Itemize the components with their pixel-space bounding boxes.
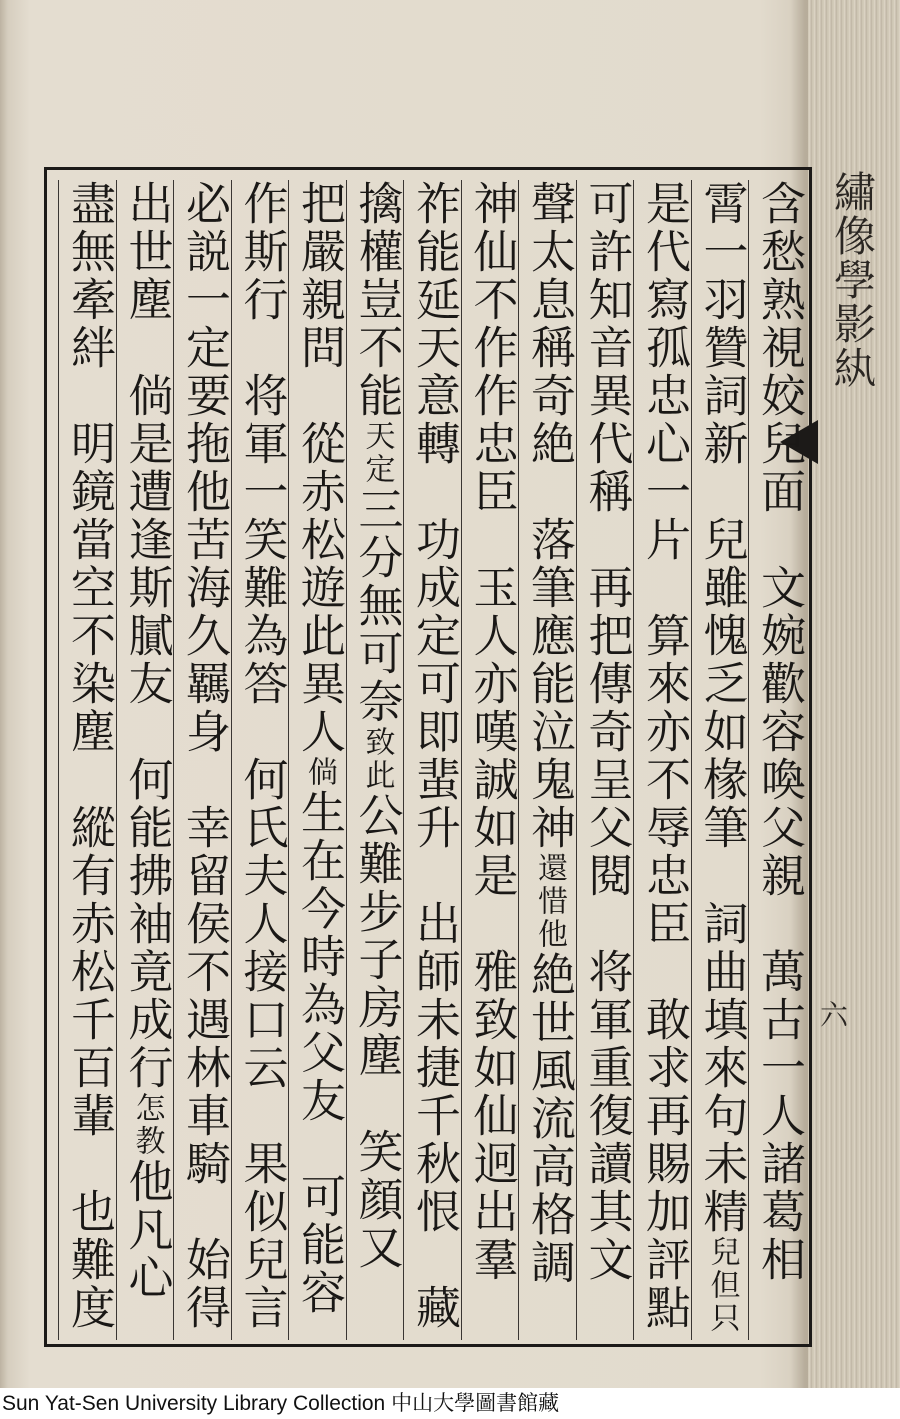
column-text: 必説一定要拖他苦海久羈身 幸留侯不遇林車騎 始得 xyxy=(178,180,231,1332)
interlinear-note: 致此 xyxy=(359,726,395,792)
text-column xyxy=(173,180,235,1340)
folio-number: 六 xyxy=(816,1000,849,1028)
interlinear-note: 倘 xyxy=(302,756,337,789)
text-column xyxy=(403,180,465,1340)
text-column xyxy=(116,180,178,1340)
interlinear-note: 兒但只 xyxy=(704,1236,740,1335)
column-text: 絶世風流高格調 xyxy=(523,951,576,1287)
column-text: 他凡心 xyxy=(120,1158,174,1302)
column-text: 霄一羽贊詞新 兒雖愧乏如椽筆 詞曲填來句未精 xyxy=(695,180,749,1236)
interlinear-note: 還惜他 xyxy=(532,852,567,951)
text-column xyxy=(691,180,753,1340)
side-title: 繡像學影紈 xyxy=(828,170,877,390)
collection-caption: Sun Yat-Sen University Library Collection 中山大學圖書館藏 xyxy=(0,1388,900,1419)
column-text: 三分無可奈 xyxy=(350,486,404,726)
text-column xyxy=(748,180,810,1340)
column-text: 聲太息稱奇絶 落筆應能泣鬼神 xyxy=(523,180,576,852)
text-column xyxy=(58,180,120,1340)
column-text: 可許知音異代稱 再把傳奇呈父閱 将軍重復讀其文 xyxy=(580,180,634,1284)
text-column xyxy=(288,180,350,1340)
text-column xyxy=(231,180,293,1340)
column-text: 盡無牽絆 明鏡當空不染塵 縱有赤松千百輩 也難度 xyxy=(63,180,116,1332)
text-column xyxy=(633,180,695,1340)
column-text: 把嚴親問 從赤松遊此異人 xyxy=(293,180,346,756)
column-text: 擒權豈不能 xyxy=(350,180,404,420)
column-text: 公難步子房塵 笑顔又 xyxy=(350,792,404,1272)
column-text: 含愁熟視姣兒面 文婉歡容喚父親 萬古一人諸葛相 xyxy=(753,180,806,1284)
column-text: 生在今時為父友 可能容 xyxy=(293,789,346,1317)
column-text: 是代寫孤忠心一片 算來亦不辱忠臣 敢求再賜加評點 xyxy=(638,180,691,1332)
text-column xyxy=(576,180,638,1340)
column-text: 祚能延天意轉 功成定可即蜚升 出師未捷千秋恨 藏 xyxy=(408,180,461,1332)
text-column xyxy=(461,180,523,1340)
text-column xyxy=(346,180,408,1340)
column-text: 神仙不作作忠臣 玉人亦嘆誠如是 雅致如仙迥出羣 xyxy=(465,180,519,1284)
column-text: 作斯行 将軍一笑難為答 何氏夫人接口云 果似兒言 xyxy=(235,180,289,1332)
column-text: 出世塵 倘是遭逢斯膩友 何能拂袖竟成行 xyxy=(120,180,174,1092)
text-column xyxy=(518,180,580,1340)
interlinear-note: 怎教 xyxy=(129,1092,165,1158)
interlinear-note: 天定 xyxy=(359,420,395,486)
